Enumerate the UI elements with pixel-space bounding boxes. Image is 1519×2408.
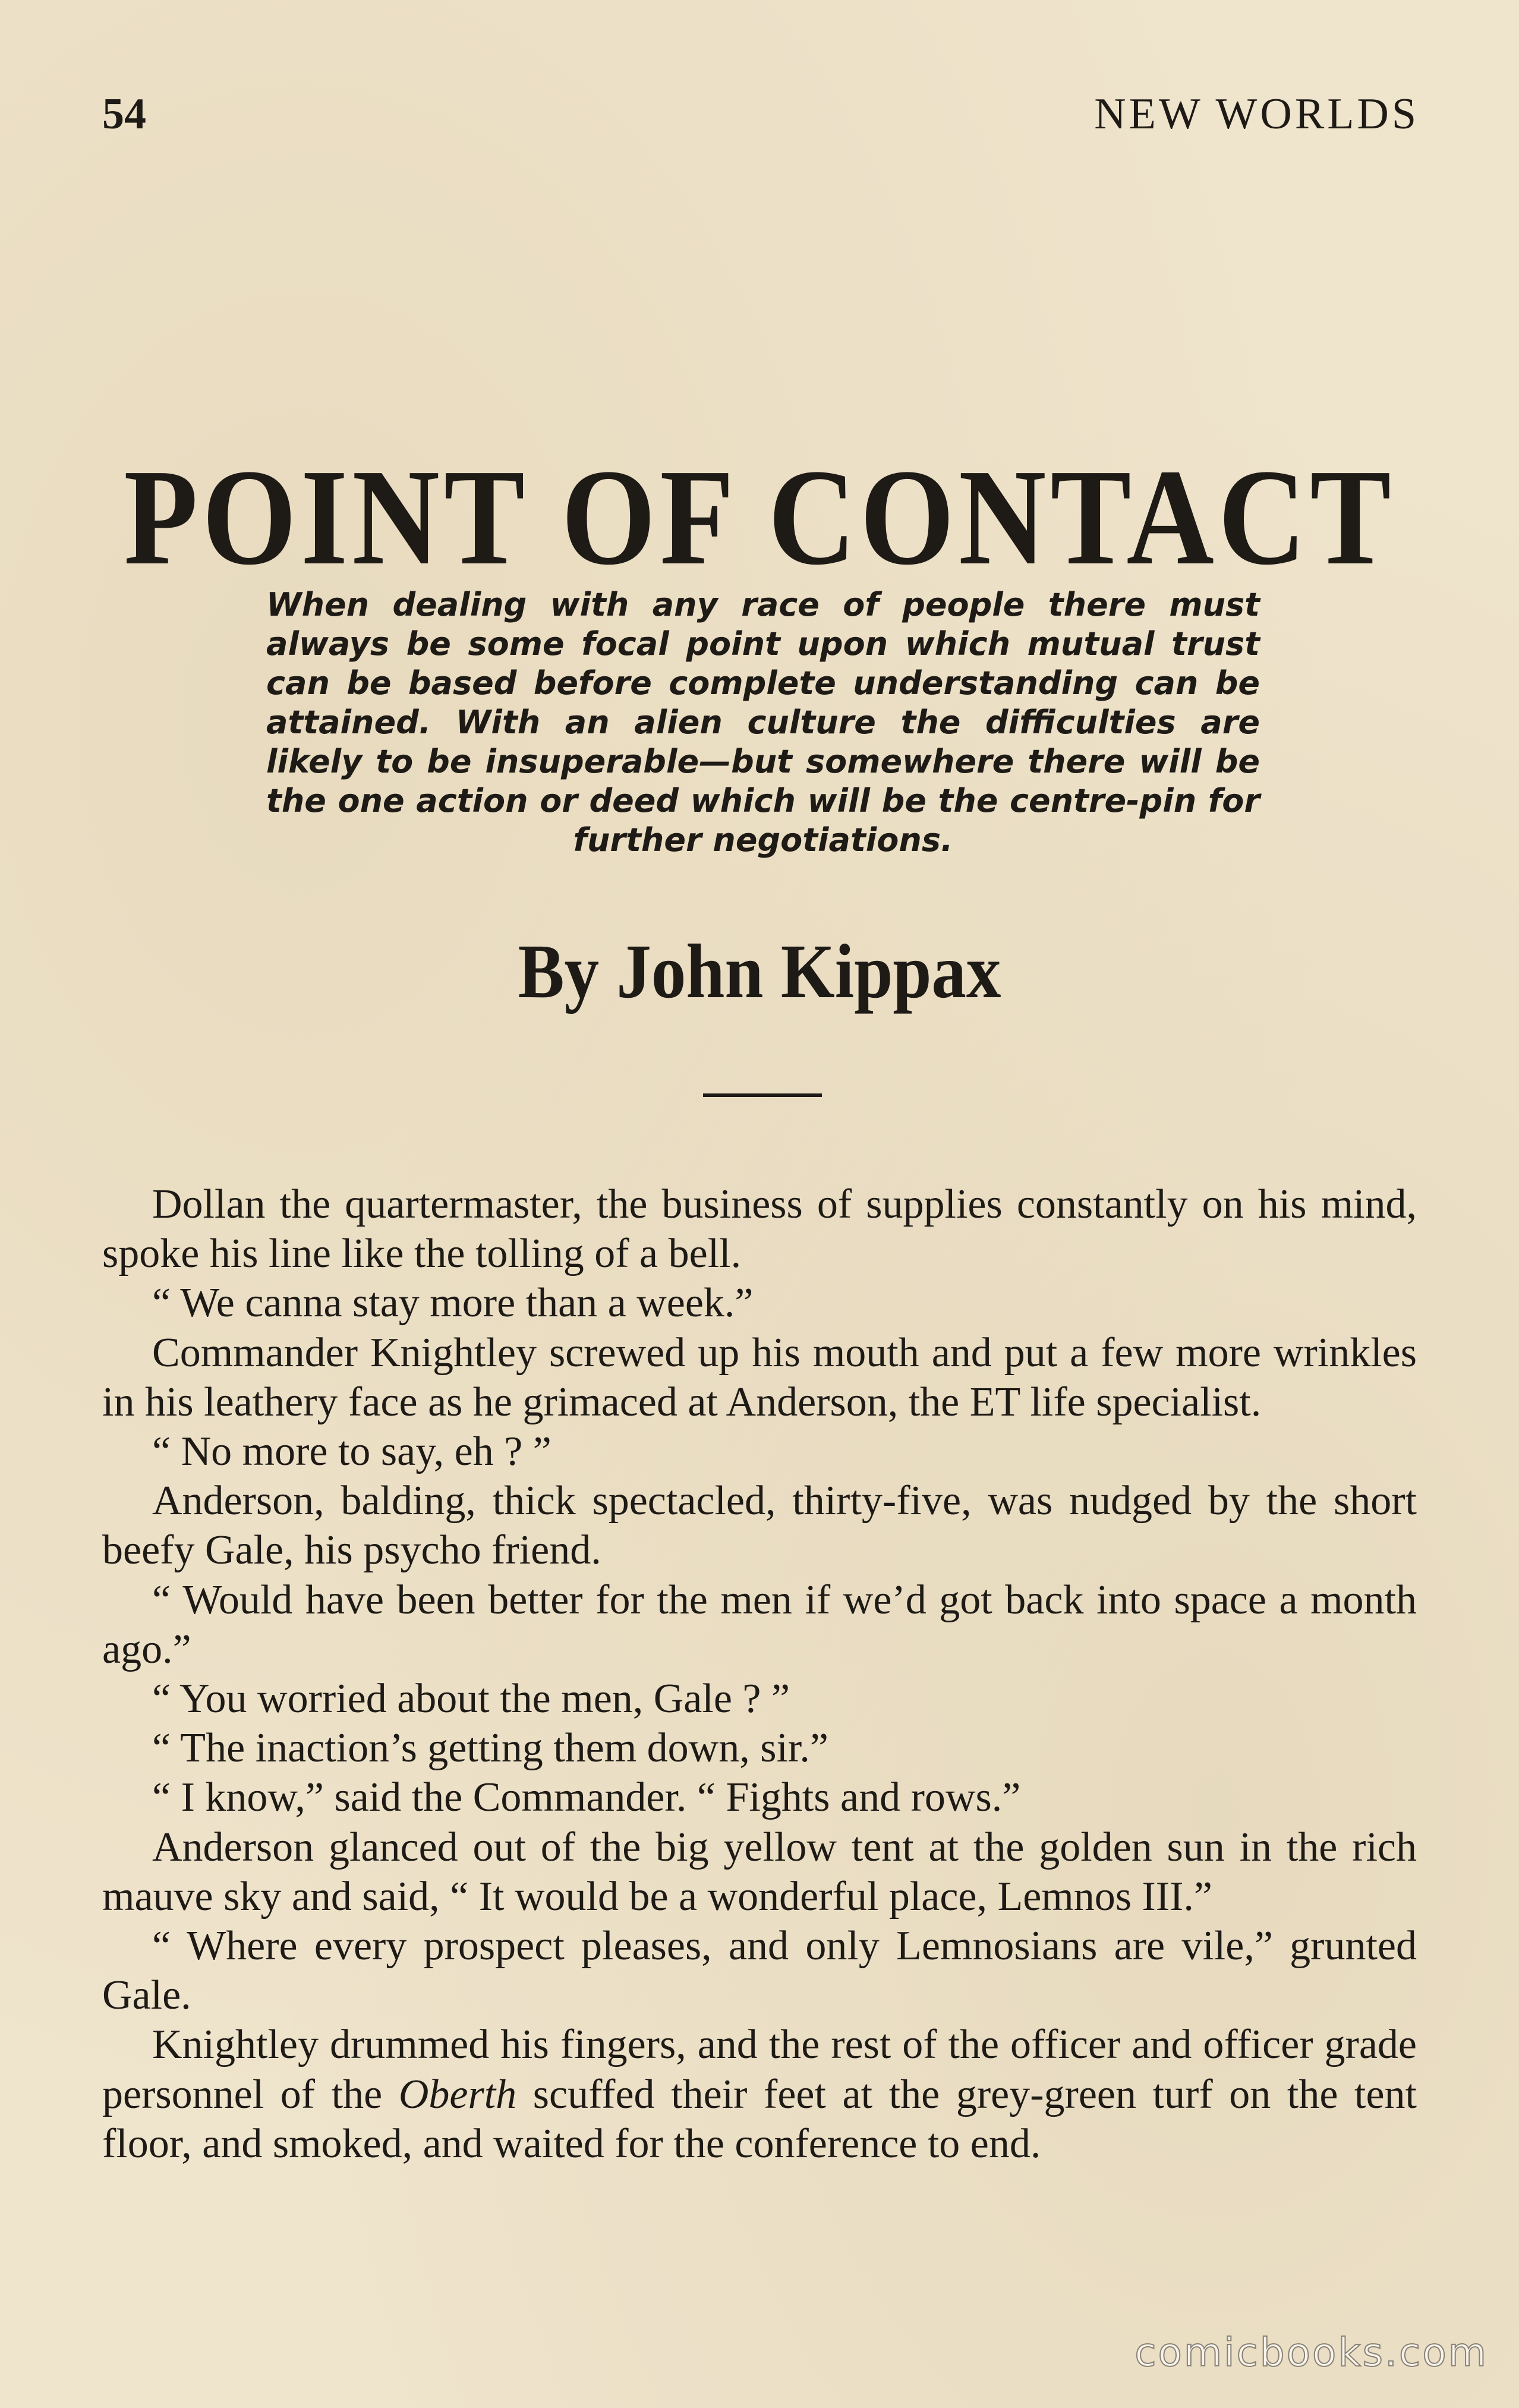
paragraph: Anderson, balding, thick spectacled, thirty-five, was nudged by the short beefy Gale, his psycho friend. — [102, 1478, 1417, 1574]
paragraph-text: Knightley drummed his fingers, and the rest of the officer and officer grade personnel of the — [102, 2022, 1417, 2117]
paragraph: “ We canna stay more than a week.” — [152, 1280, 754, 1326]
paragraph: “ No more to say, eh ? ” — [152, 1429, 551, 1475]
running-head: NEW WORLDS — [1094, 90, 1419, 138]
paragraph — [102, 2020, 1417, 2169]
paragraph: Anderson glanced out of the big yellow tent at the golden sun in the rich mauve sky and said, “ It would be a wonderful place, Lemnos III.” — [102, 1824, 1417, 1920]
watermark-logo: comicbooks.com — [1134, 2330, 1488, 2375]
story-byline: By John Kippax — [518, 929, 1001, 1014]
paragraph: “ I know,” said the Commander. “ Fights and rows.” — [152, 1775, 1021, 1821]
paragraph: “ Where every prospect pleases, and only Lemnosians are vile,” grunted Gale. — [102, 1923, 1417, 2019]
paragraph-text: scuffed their feet at the grey-green turf on the tent floor, and smoked, and waited for the conference to end. — [102, 2071, 1417, 2167]
paragraph: Dollan the quartermaster, the business of supplies constantly on his mind, spoke his line like the tolling of a bell. — [102, 1181, 1417, 1277]
story-title: POINT OF CONTACT — [124, 441, 1395, 594]
paragraph: Commander Knightley screwed up his mouth and put a few more wrinkles in his leathery face as he grimaced at Anderson, the ET life specialist. — [102, 1329, 1417, 1425]
page-number: 54 — [102, 90, 146, 138]
divider-rule — [703, 1093, 822, 1097]
story-body — [102, 1180, 1417, 2169]
ship-name: Oberth — [398, 2071, 517, 2117]
page-header — [102, 89, 1419, 160]
paragraph: “ The inaction’s getting them down, sir.” — [152, 1725, 828, 1772]
paragraph: “ You worried about the men, Gale ? ” — [152, 1676, 790, 1722]
paragraph: “ Would have been better for the men if we’d got back into space a month ago.” — [102, 1577, 1417, 1672]
story-blurb: When dealing with any race of people there must always be some focal point upon which mutual trust can be based before complete understanding can be attained. With an alien culture the difficulties are likely to be insuperable—but somewhere there will be the one action or deed which will be the centre-pin for further negotiations. — [266, 586, 1260, 859]
